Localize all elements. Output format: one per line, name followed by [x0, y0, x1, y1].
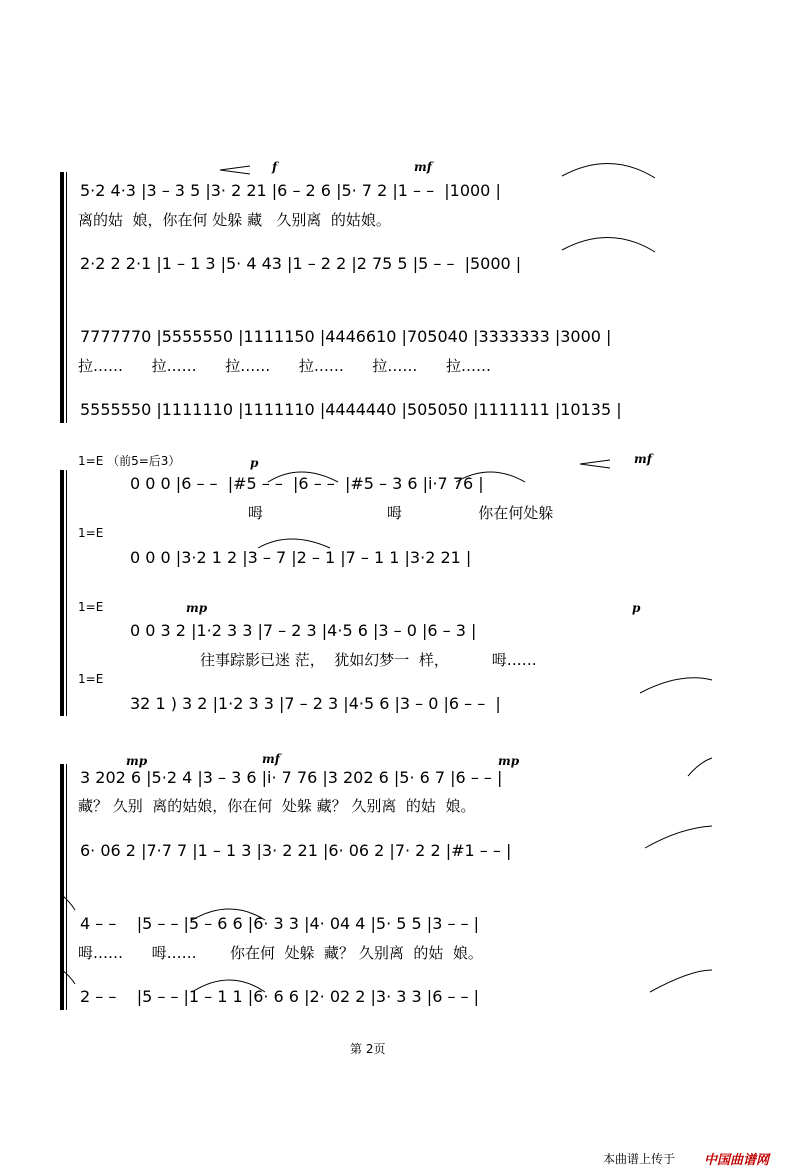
slur: [192, 909, 265, 920]
key-signature: 1=E: [78, 600, 104, 614]
lyric-line-5: 藏？ 久别 离的姑娘，你在何 处躲 藏？ 久别离 的姑 娘。: [78, 797, 476, 815]
crescendo: [220, 166, 250, 174]
lyric-line-2: 拉…… 拉…… 拉…… 拉…… 拉…… 拉……: [78, 357, 492, 375]
staff-line-9: 3 202 6 |5·2 4 |3 – 3 6 |i· 7 76 |3 202 6 |5· 6 7 |6 – – |: [80, 768, 503, 787]
slur: [562, 163, 655, 178]
dynamic-mark: f: [272, 160, 278, 174]
staff-line-2: 2·2 2 2·1 |1 – 1 3 |5· 4 43 |1 – 2 2 |2 75 5 |5 – – |5000 |: [80, 254, 522, 273]
staff-line-5: 0 0 0 |6 – – |#5 – – |6 – – |#5 – 3 6 |i·7 76 |: [130, 474, 484, 493]
slur: [645, 826, 712, 848]
dynamic-mark: mp: [186, 601, 208, 615]
dynamic-mark: mf: [414, 160, 432, 174]
staff-line-6: 0 0 0 |3·2 1 2 |3 – 7 |2 – 1 |7 – 1 1 |3·2 21 |: [130, 548, 472, 567]
lyric-line-3: 呣 呣 你在何处躲: [248, 504, 554, 522]
dynamic-mark: p: [632, 601, 641, 615]
dynamic-mark: mp: [126, 754, 148, 768]
staff-line-3: 7777770 |5555550 |1111150 |4446610 |705040 |3333333 |3000 |: [80, 327, 612, 346]
lyric-line-1: 离的姑 娘，你在何 处躲 藏 久别离 的姑娘。: [78, 211, 391, 229]
key-signature: 1=E: [78, 526, 104, 540]
slur: [650, 970, 712, 992]
page-number: 第 2页: [350, 1042, 386, 1056]
slur: [562, 237, 655, 252]
slur: [62, 970, 75, 984]
site-logo: 中国曲谱网: [704, 1153, 770, 1168]
crescendo: [580, 460, 610, 468]
footer-text: 本曲谱上传于: [603, 1152, 676, 1166]
lyric-line-4: 往事踪影已迷 茫， 犹如幻梦一 样， 呣……: [200, 651, 537, 669]
dynamic-mark: mf: [634, 452, 652, 466]
slur: [688, 758, 712, 776]
slur: [640, 678, 712, 693]
staff-line-8: 32 1 ) 3 2 |1·2 3 3 |7 – 2 3 |4·5 6 |3 – 0 |6 – – |: [130, 694, 501, 713]
key-signature: 1=E （前5=后3）: [78, 454, 181, 468]
staff-line-7: 0 0 3 2 |1·2 3 3 |7 – 2 3 |4·5 6 |3 – 0 |6 – 3 |: [130, 621, 477, 640]
slur: [62, 895, 75, 910]
staff-line-1: 5·2 4·3 |3 – 3 5 |3· 2 21 |6 – 2 6 |5· 7 2 |1 – – |1000 |: [80, 181, 501, 200]
slur: [268, 472, 338, 482]
lyric-line-6: 呣…… 呣…… 你在何 处躲 藏？ 久别离 的姑 娘。: [78, 944, 483, 962]
dynamic-mark: p: [250, 456, 259, 470]
staff-line-10: 6· 06 2 |7·7 7 |1 – 1 3 |3· 2 21 |6· 06 2 |7· 2 2 |#1 – – |: [80, 841, 512, 860]
slur: [192, 980, 265, 992]
slur: [258, 539, 330, 548]
staff-line-4: 5555550 |1111110 |1111110 |4444440 |505050 |1111111 |10135 |: [80, 400, 622, 419]
slur: [456, 472, 525, 482]
key-signature: 1=E: [78, 672, 104, 686]
staff-line-11: 4 – – |5 – – |5 – 6 6 |6· 3 3 |4· 04 4 |5· 5 5 |3 – – |: [80, 914, 480, 933]
staff-line-12: 2 – – |5 – – |1 – 1 1 |6· 6 6 |2· 02 2 |3· 3 3 |6 – – |: [80, 987, 480, 1006]
dynamic-mark: mp: [498, 754, 520, 768]
dynamic-mark: mf: [262, 752, 280, 766]
